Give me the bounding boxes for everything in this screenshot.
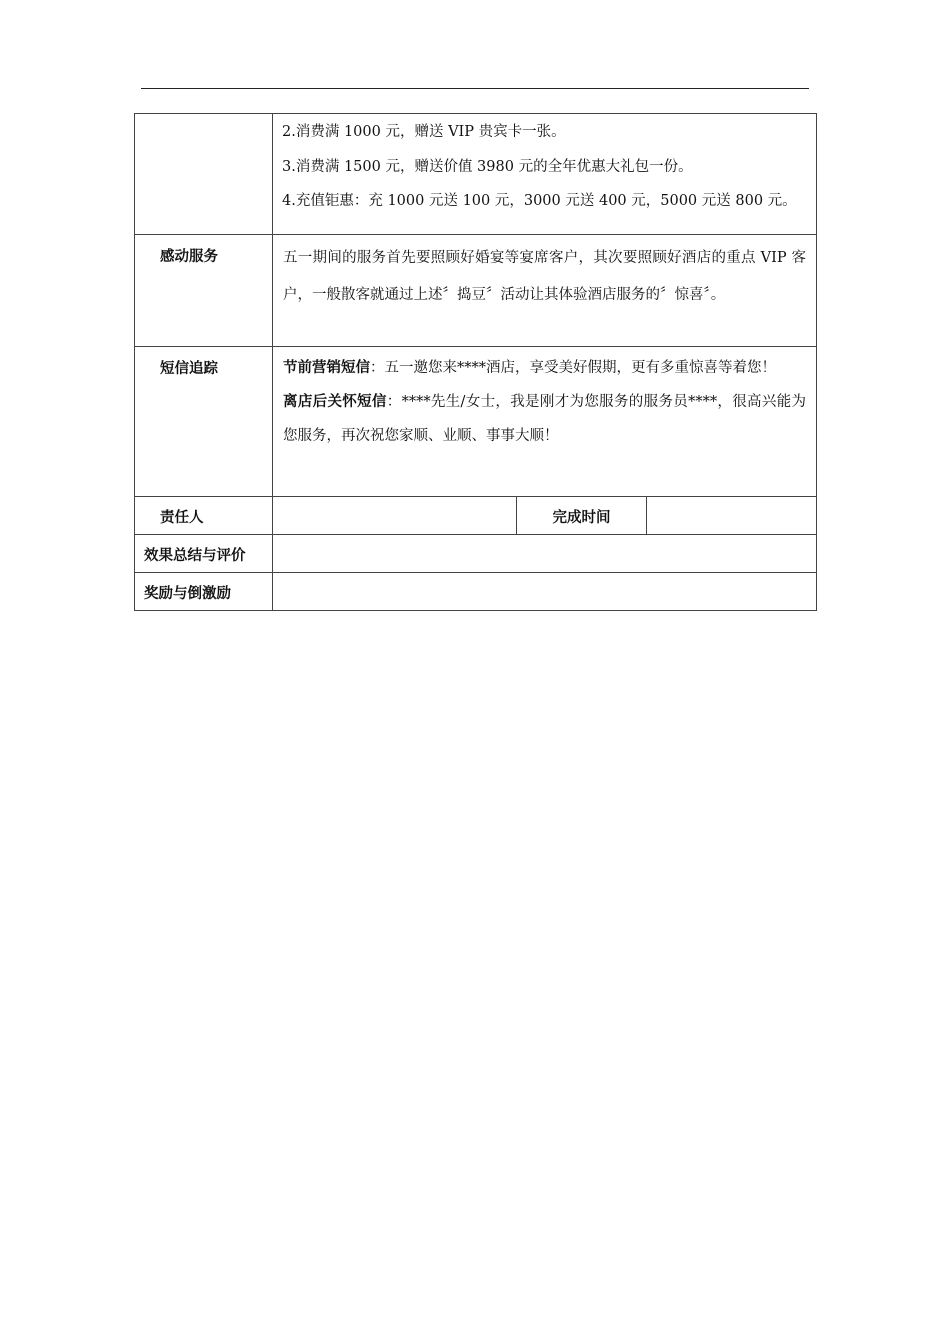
- summary-value: [273, 535, 817, 573]
- responsible-row: [135, 497, 817, 535]
- header-rule: [141, 88, 809, 89]
- sms-pre-text: ：五一邀您来****酒店，享受美好假期，更有多重惊喜等着您！: [370, 360, 776, 376]
- sms-pre-title: 节前营销短信: [283, 360, 370, 376]
- sms-post-stay: [283, 385, 806, 453]
- promotions-label-cell: [135, 114, 273, 235]
- deadline-label: 完成时间: [552, 510, 611, 526]
- service-label: 感动服务: [160, 249, 218, 265]
- promotions-content: [273, 114, 817, 235]
- summary-label-cell: [135, 535, 273, 573]
- promo-item-4: 4.充值钜惠：充 1000 元送 100 元，3000 元送 400 元，5000 元送 800 元。: [282, 193, 797, 209]
- service-content: [273, 235, 817, 347]
- responsible-value: [273, 497, 517, 535]
- sms-label: 短信追踪: [160, 361, 218, 377]
- plan-table: [134, 113, 817, 611]
- promo-item-2: 2.消费满 1000 元，赠送 VIP 贵宾卡一张。: [282, 124, 566, 140]
- promo-item-3: 3.消费满 1500 元，赠送价值 3980 元的全年优惠大礼包一份。: [282, 159, 693, 175]
- incentive-label-cell: [135, 573, 273, 611]
- summary-label: 效果总结与评价: [144, 548, 246, 564]
- deadline-value: [647, 497, 817, 535]
- incentive-label: 奖励与倒激励: [144, 586, 231, 602]
- sms-row: [135, 347, 817, 497]
- service-text: 五一期间的服务首先要照顾好婚宴等宴席客户，其次要照顾好酒店的重点 VIP 客户，一般散客就通过上述〞捣豆〞活动让其体验酒店服务的〞惊喜〞。: [283, 250, 807, 303]
- promotions-row: [135, 114, 817, 235]
- sms-pre-holiday: [283, 351, 806, 385]
- incentive-row: [135, 573, 817, 611]
- sms-content: [273, 347, 817, 497]
- service-label-cell: [135, 235, 273, 347]
- summary-row: [135, 535, 817, 573]
- sms-post-text: ：****先生/女士，我是刚才为您服务的服务员****，很高兴能为您服务，再次祝您家顺、业顺、事事大顺！: [283, 394, 807, 444]
- sms-post-title: 离店后关怀短信: [283, 394, 387, 410]
- responsible-label: 责任人: [160, 510, 204, 526]
- responsible-label-cell: [135, 497, 273, 535]
- incentive-value: [273, 573, 817, 611]
- service-row: [135, 235, 817, 347]
- deadline-label-cell: [517, 497, 647, 535]
- sms-label-cell: [135, 347, 273, 497]
